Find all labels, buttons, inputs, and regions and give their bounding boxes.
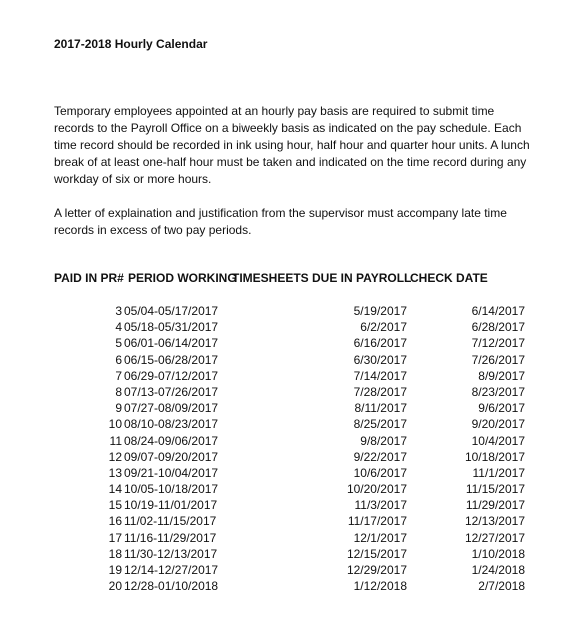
pr-number: 15 [108,498,122,513]
period-working: 06/01-06/14/2017 [124,336,219,351]
table-row [0,578,585,594]
document-title: 2017-2018 Hourly Calendar [54,37,208,51]
period-working: 12/14-12/27/2017 [124,563,219,577]
table-row [0,562,585,578]
pr-number: 12 [108,449,122,464]
period-working: 05/04-05/17/2017 [124,304,219,318]
pr-number: 7 [115,368,122,383]
check-date: 11/29/2017 [465,498,525,513]
check-date: 12/13/2017 [464,514,525,529]
pr-number: 3 [115,304,122,318]
table-row [0,335,585,351]
check-date: 12/27/2017 [464,530,525,545]
table-row [0,303,585,319]
period-working: 07/13-07/26/2017 [124,384,219,399]
period-working: 10/05-10/18/2017 [124,482,219,497]
timesheet-due-date: 7/28/2017 [353,384,407,399]
timesheet-due-date: 10/20/2017 [346,482,407,497]
period-working: 10/19-11/01/2017 [124,498,218,513]
period-working: 05/18-05/31/2017 [124,320,219,335]
table-row [0,433,585,449]
table-row [0,400,585,416]
check-date: 10/18/2017 [464,449,525,464]
check-date: 7/26/2017 [471,352,525,367]
table-row [0,384,585,400]
period-working: 11/30-12/13/2017 [124,546,218,561]
pr-number: 16 [108,514,122,529]
pr-number: 14 [108,482,122,497]
pr-number: 20 [108,579,122,594]
period-working: 08/24-09/06/2017 [124,433,219,448]
period-working: 12/28-01/10/2018 [124,579,219,594]
check-date: 2/7/2018 [478,579,525,594]
instructions-paragraph: Temporary employees appointed at an hourly pay basis are required to submit time records to the Payroll Office on a biweekly basis as indicated on the pay schedule. Each time record should be recorded in ink using hour, half hour and quarter hour units. A lunch break of at least one-half hour must be taken and indicated on the time record during any workday of six or more hours. [54,104,530,186]
period-working: 08/10-08/23/2017 [124,417,219,432]
header-check-date: CHECK DATE [410,271,488,285]
table-row [0,465,585,481]
table-row [0,481,585,497]
check-date: 11/1/2017 [472,465,525,480]
table-row [0,546,585,562]
late-records-paragraph: A letter of explaination and justification from the supervisor must accompany late time records in excess of two pay periods. [54,206,507,237]
pr-number: 18 [108,546,122,561]
header-period-working: PERIOD WORKING [128,271,237,285]
pr-number: 19 [108,563,122,577]
timesheet-due-date: 6/16/2017 [353,336,407,351]
table-row [0,530,585,546]
timesheet-due-date: 11/17/2017 [347,514,407,529]
timesheet-due-date: 6/2/2017 [360,320,407,335]
pr-number: 17 [108,530,122,545]
pr-number: 5 [115,336,122,351]
period-working: 09/21-10/04/2017 [124,465,219,480]
timesheet-due-date: 5/19/2017 [353,304,407,318]
timesheet-due-date: 8/25/2017 [353,417,407,432]
timesheet-due-date: 12/15/2017 [346,546,407,561]
period-working: 09/07-09/20/2017 [124,449,219,464]
check-date: 9/20/2017 [471,417,525,432]
pr-number: 10 [108,417,122,432]
timesheet-due-date: 11/3/2017 [354,498,407,513]
table-row [0,513,585,529]
check-date: 9/6/2017 [478,401,525,416]
table-row [0,416,585,432]
table-row [0,497,585,513]
pr-number: 11 [109,433,122,448]
pay-schedule-table [0,303,585,594]
period-working: 11/16-11/29/2017 [124,530,217,545]
check-date: 7/12/2017 [471,336,525,351]
check-date: 10/4/2017 [471,433,525,448]
check-date: 1/24/2018 [471,563,525,577]
timesheet-due-date: 7/14/2017 [353,368,407,383]
pr-number: 8 [115,384,122,399]
period-working: 06/29-07/12/2017 [124,368,219,383]
timesheet-due-date: 6/30/2017 [353,352,407,367]
pr-number: 4 [115,320,122,335]
timesheet-due-date: 10/6/2017 [353,465,407,480]
timesheet-due-date: 8/11/2017 [354,401,407,416]
timesheet-due-date: 12/1/2017 [353,530,407,545]
period-working: 06/15-06/28/2017 [124,352,219,367]
table-row [0,319,585,335]
header-timesheets-due: TIMESHEETS DUE IN PAYROLL [232,271,412,285]
check-date: 8/23/2017 [471,384,525,399]
table-row [0,352,585,368]
table-row [0,368,585,384]
timesheet-due-date: 9/22/2017 [353,449,407,464]
timesheet-due-date: 9/8/2017 [360,433,407,448]
period-working: 07/27-08/09/2017 [124,401,219,416]
timesheet-due-date: 1/12/2018 [353,579,407,594]
period-working: 11/02-11/15/2017 [124,514,217,529]
check-date: 8/9/2017 [478,368,525,383]
table-header [0,271,585,289]
check-date: 6/28/2017 [471,320,525,335]
check-date: 6/14/2017 [471,304,525,318]
pr-number: 13 [108,465,122,480]
pr-number: 9 [115,401,122,416]
pr-number: 6 [115,352,122,367]
timesheet-due-date: 12/29/2017 [346,563,407,577]
table-row [0,449,585,465]
header-paid-in-pr: PAID IN PR# [54,271,124,285]
check-date: 1/10/2018 [471,546,525,561]
check-date: 11/15/2017 [465,482,525,497]
